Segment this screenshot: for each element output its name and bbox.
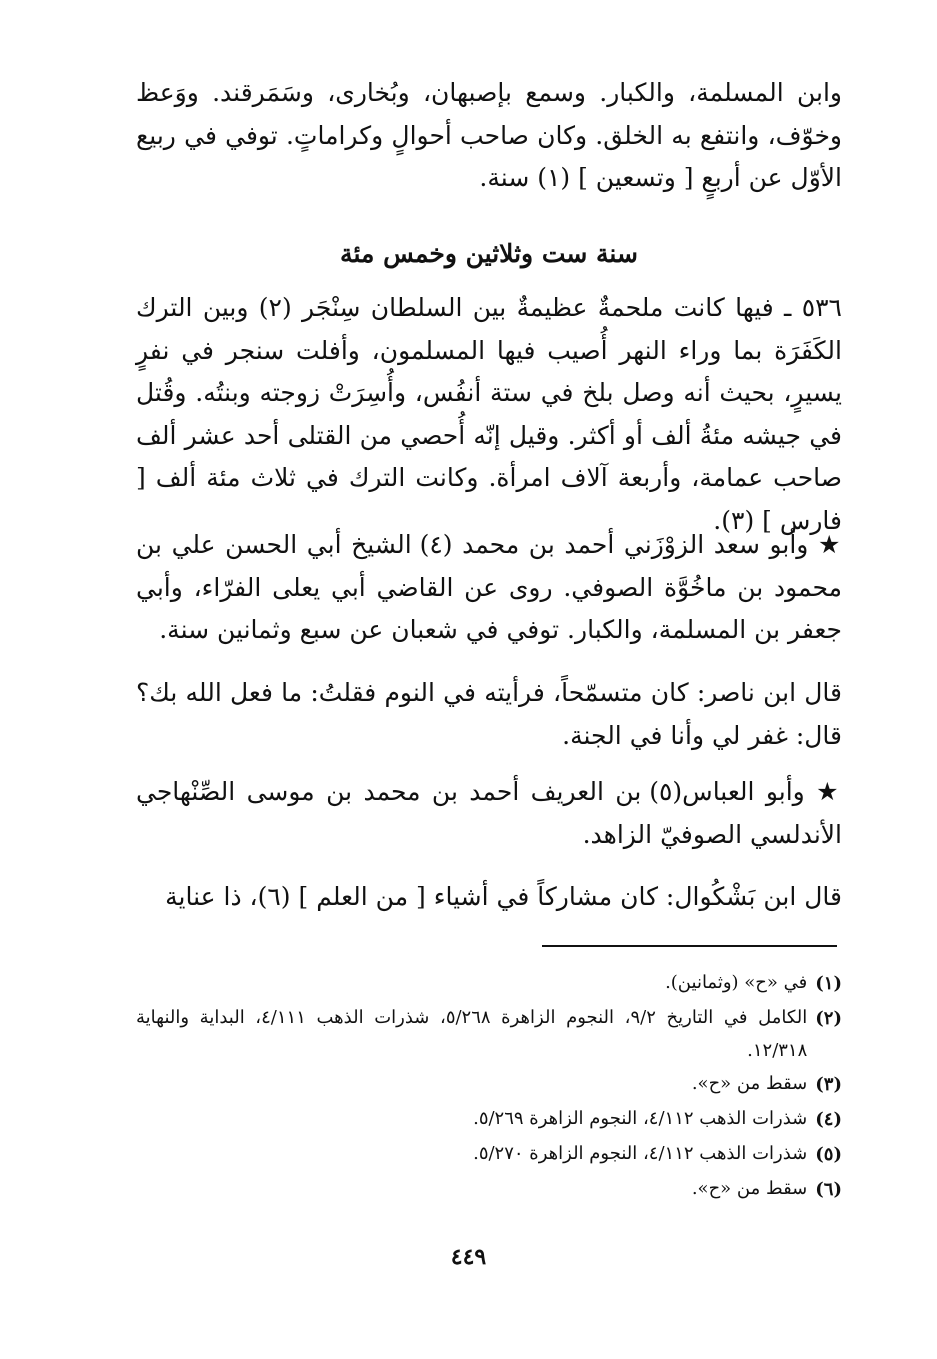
footnote-text: سقط من «ح». — [691, 1073, 808, 1094]
footnote-6 — [136, 1172, 842, 1207]
page-number: ٤٤٩ — [450, 1244, 487, 1270]
entry-abu-abbas-paragraph: ★ وأبو العباس(٥) بن العريف أحمد بن محمد بن موسى الصِّنْهاجي الأندلسي الصوفيّ الزاهد. — [136, 777, 842, 849]
quote-ibn-naser-paragraph: قال ابن ناصر: كان متسمّحاً، فرأيته في النوم فقلتُ: ما فعل الله بك؟ قال: غفر لي وأنا في الجنة. — [136, 678, 842, 750]
footnote-text: سقط من «ح». — [691, 1178, 808, 1199]
footnote-number: (٦) — [815, 1179, 842, 1200]
intro-paragraph: وابن المسلمة، والكبار. وسمع بإصبهان، وبُخارى، وسَمَرقند. ووَعظ وخوّف، وانتفع به الخلق. وكان صاحب أحوالٍ وكراماتٍ. توفي في ربيع الأوّل عن أربعٍ [ وتسعين ] (١) سنة. — [136, 78, 842, 192]
footnote-text: شذرات الذهب ٤/١١٢، النجوم الزاهرة ٥/٢٧٠. — [473, 1143, 808, 1164]
footnote-number: (٢) — [815, 1008, 842, 1029]
footnote-1 — [136, 966, 842, 1001]
quote-ibn-bashkuwal-paragraph: قال ابن بَشْكُوال: كان مشاركاً في أشياء [ من العلم ] (٦)، ذا عناية — [165, 882, 842, 911]
entry-536-text: ـ فيها كانت ملحمةٌ عظيمةٌ بين السلطان سِنْجَر (٢) وبين الترك الكَفَرَة بما وراء النهر أُصيب فيها المسلمون، وأفلت سنجر في نفرٍ يسيرٍ، بحيث أنه وصل بلخ في ستة أنفُس، وأُسِرَتْ زوجته وبنتُه. وقُتل في جيشه مئةُ ألف أو أكثر. وقيل إنّه أُحصي من القتلى أحد عشر ألف صاحب عمامة، وأربعة آلاف امرأة. وكانت الترك في ثلاث مئة ألف [ فارس ] (٣). — [136, 293, 843, 535]
footnote-text: الكامل في التاريخ ٩/٢، النجوم الزاهرة ٥/٢٦٨، شذرات الذهب ٤/١١١، البداية والنهاية ١٢/٣١٨. — [136, 1007, 808, 1061]
entry-536-paragraph — [136, 287, 842, 542]
entry-number: ٥٣٦ — [801, 293, 842, 322]
footnote-5 — [136, 1137, 842, 1172]
footnote-text: في «ح» (وثمانين). — [665, 972, 808, 993]
footnote-2 — [136, 1001, 842, 1067]
footnote-number: (٥) — [815, 1144, 842, 1165]
section-heading: سنة ست وثلاثين وخمس مئة — [340, 239, 638, 268]
footnotes — [136, 966, 842, 1207]
footnote-number: (٤) — [815, 1109, 842, 1130]
footnote-number: (٣) — [815, 1074, 842, 1095]
footnote-number: (١) — [815, 973, 842, 994]
footnote-4 — [136, 1102, 842, 1137]
footnote-divider — [542, 945, 837, 947]
entry-zawzani-paragraph: ★ وأبو سعد الزوْزَني أحمد بن محمد (٤) الشيخ أبي الحسن علي بن محمود بن ماخُوَّة الصوفي. روى عن القاضي أبي يعلى الفرّاء، وأبي جعفر بن المسلمة، والكبار. توفي في شعبان عن سبع وثمانين سنة. — [136, 530, 842, 644]
footnote-text: شذرات الذهب ٤/١١٢، النجوم الزاهرة ٥/٢٦٩. — [473, 1108, 808, 1129]
footnote-3 — [136, 1067, 842, 1102]
